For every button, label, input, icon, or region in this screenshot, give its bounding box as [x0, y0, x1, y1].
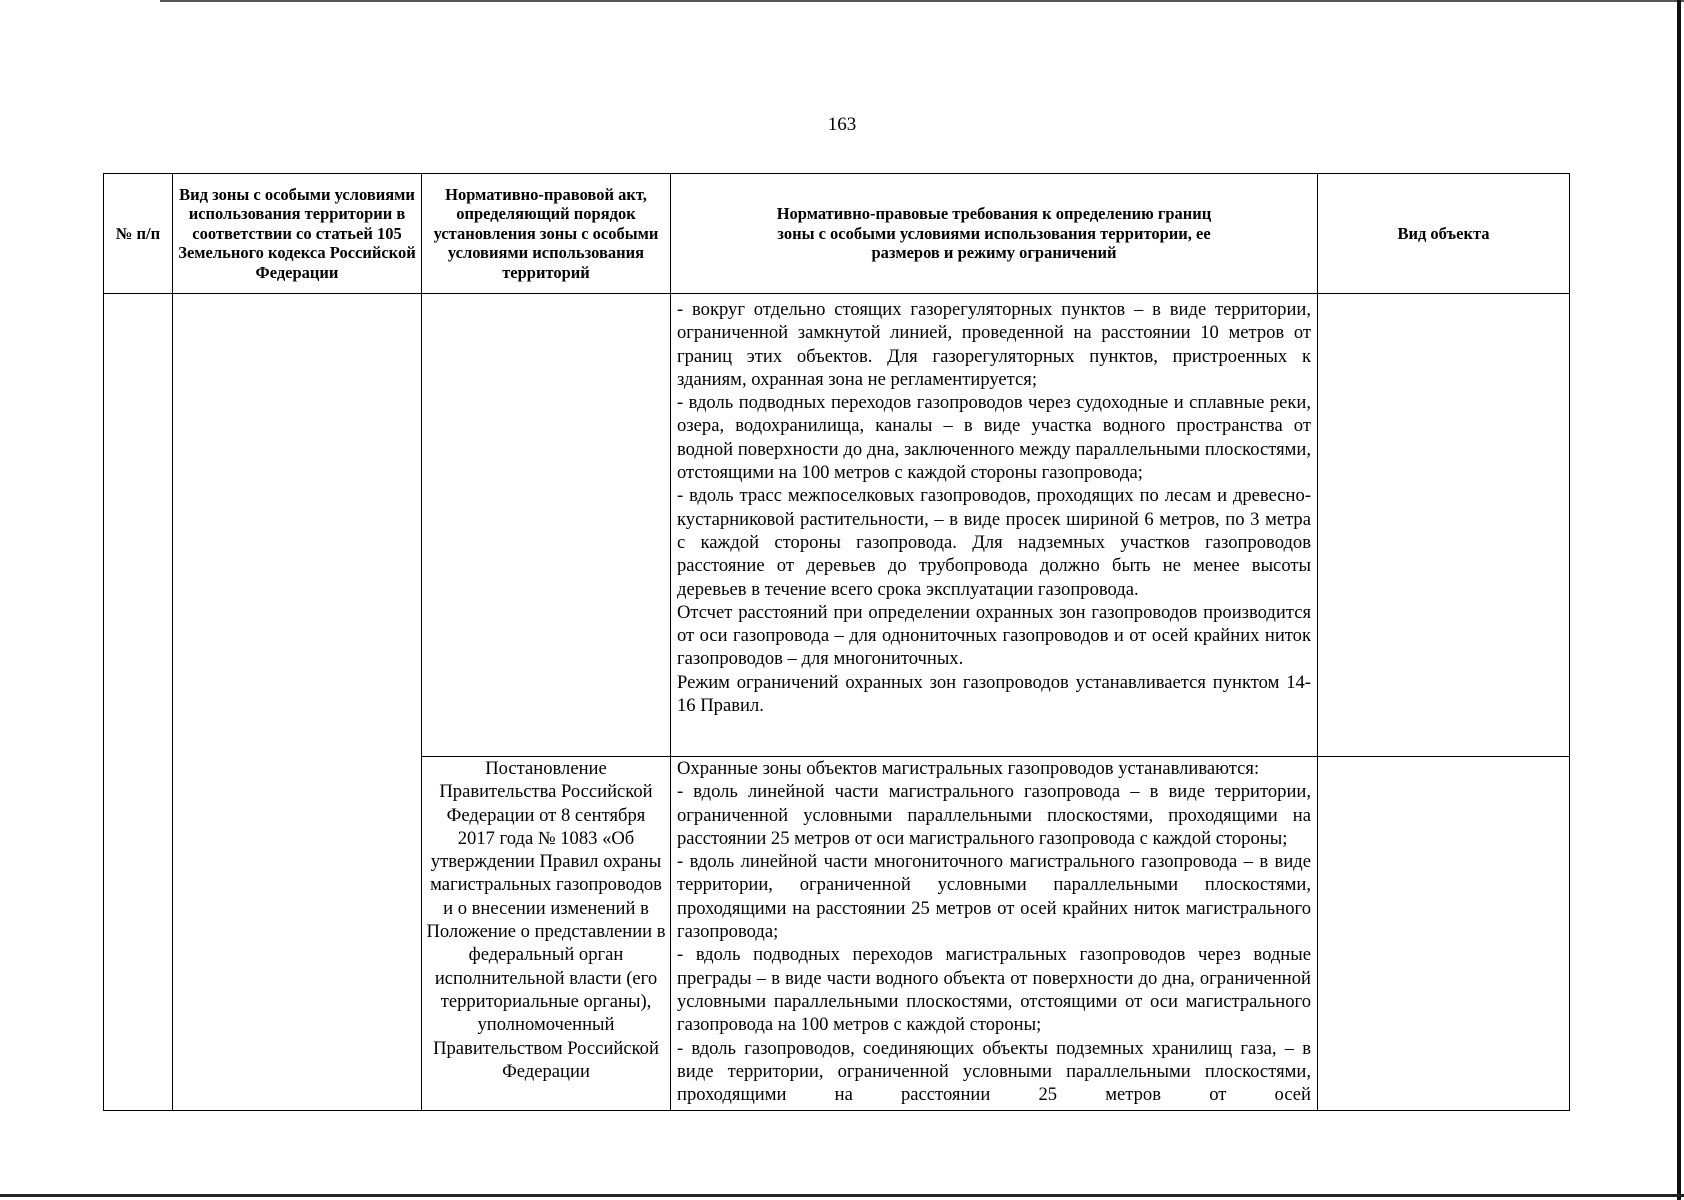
cell-zone-type	[173, 294, 422, 1111]
scan-edge-top	[160, 0, 1684, 2]
page-number: 163	[827, 114, 857, 135]
requirement-paragraph: - вдоль газопроводов, соединяющих объекты подземных хранилищ газа, – в виде территории, ограниченной условными параллельными плоскостями, проходящими на расстоянии 25 метров от осей	[677, 1037, 1311, 1106]
cell-object-type	[1318, 757, 1570, 1111]
requirement-paragraph: Охранные зоны объектов магистральных газопроводов устанавливаются:	[677, 758, 1260, 779]
requirement-paragraph: - вдоль подводных переходов магистральных газопроводов через водные преграды – в виде части водного объекта от поверхности до дна, ограниченной условными параллельными плоскостями, отстоящими от оси магистрального газопровода на 100 метров с каждой стороны;	[677, 944, 1311, 1036]
cell-legal-act	[422, 294, 671, 757]
cell-requirements	[671, 757, 1318, 1111]
header-object-type: Вид объекта	[1318, 174, 1570, 294]
header-num: № п/п	[104, 174, 173, 294]
header-zone-type: Вид зоны с особыми условиями использования территории в соответствии со статьей 105 Земельного кодекса Российской Федерации	[173, 174, 422, 294]
requirement-paragraph: - вдоль линейной части магистрального газопровода – в виде территории, ограниченной условными параллельными плоскостями, проходящими на расстоянии 25 метров от оси магистрального газопровода с каждой стороны;	[677, 781, 1311, 849]
table-header-row	[104, 174, 1570, 294]
requirement-paragraph: Отсчет расстояний при определении охранных зон газопроводов производится от оси газопровода – для однониточных газопроводов и от осей крайних ниток газопроводов – для многониточных.	[677, 601, 1311, 670]
requirement-paragraph: - вдоль подводных переходов газопроводов через судоходные и сплавные реки, озера, водохранилища, каналы – в виде участка водного пространства от водной поверхности до дна, заключенного между параллельными плоскостями, отстоящими на 100 метров с каждой стороны газопровода;	[677, 392, 1311, 484]
zones-table	[103, 173, 1570, 1111]
header-requirements: Нормативно-правовые требования к определению границ зоны с особыми условиями использования территории, ее размеров и режиму ограничений	[671, 174, 1318, 294]
cell-requirements	[671, 294, 1318, 757]
cell-object-type	[1318, 294, 1570, 757]
scan-edge-bottom	[0, 1194, 1684, 1197]
requirement-paragraph: - вокруг отдельно стоящих газорегуляторных пунктов – в виде территории, ограниченной замкнутой линией, проведенной на расстоянии 10 метров от границ этих объектов. Для газорегуляторных пунктов, пристроенных к зданиям, охранная зона не регламентируется;	[677, 299, 1311, 390]
scan-edge-right	[1677, 0, 1681, 1200]
requirement-paragraph: - вдоль трасс межпоселковых газопроводов, проходящих по лесам и древесно-кустарниковой растительности, – в виде просек шириной 6 метров, по 3 метра с каждой стороны газопровода. Для надземных участков газопроводов расстояние от деревьев до трубопровода должно быть не менее высоты деревьев в течение всего срока эксплуатации газопровода.	[677, 485, 1311, 600]
header-legal-act: Нормативно-правовой акт, определяющий порядок установления зоны с особыми условиями использования территорий	[422, 174, 671, 294]
cell-num	[104, 294, 173, 1111]
cell-legal-act: Постановление Правительства Российской Федерации от 8 сентября 2017 года № 1083 «Об утверждении Правил охраны магистральных газопроводов и о внесении изменений в Положение о представлении в федеральный орган исполнительной власти (его территориальные органы), уполномоченный Правительством Российской Федерации	[422, 757, 671, 1111]
requirement-paragraph: - вдоль линейной части многониточного магистрального газопровода – в виде территории, ограниченной условными параллельными плоскостями, проходящими на расстоянии 25 метров от осей крайних ниток магистрального газопровода;	[677, 851, 1311, 943]
table-row	[104, 294, 1570, 757]
requirement-paragraph: Режим ограничений охранных зон газопроводов устанавливается пунктом 14-16 Правил.	[677, 671, 1311, 717]
